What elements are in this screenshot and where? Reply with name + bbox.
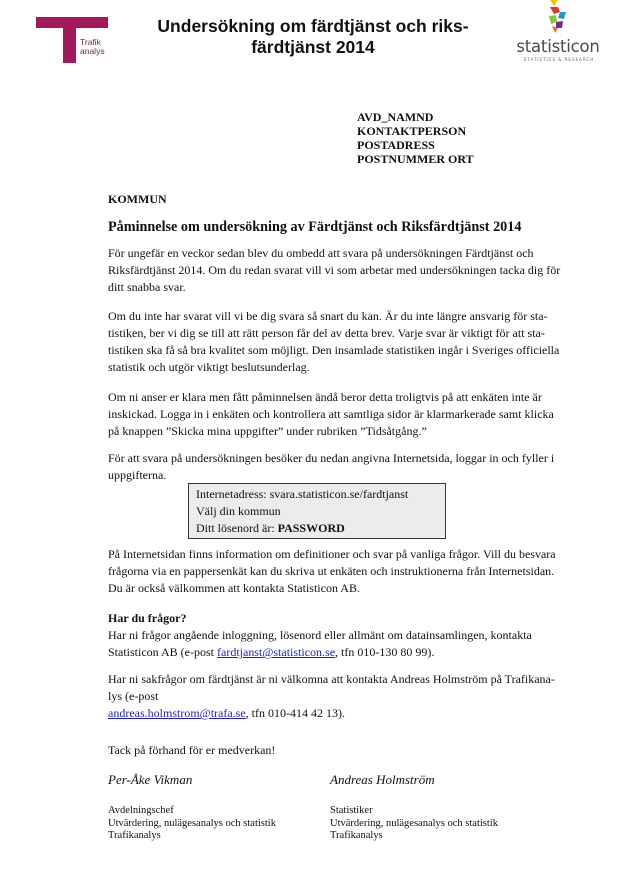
text-line: För att svara på undersökningen besöker du nedan angivna Internetsida, loggar in och fyller i: [108, 451, 555, 465]
text-line: Om ni anser er klara men fått påminnelsen ändå beror detta troligtvis på att enkäten inte är: [108, 390, 542, 404]
signature-title: Statistiker: [330, 805, 373, 816]
paragraph-please-answer: [108, 308, 580, 376]
paragraph-how-to-answer: [108, 450, 580, 484]
text-line: tistiken, ber vi dig se till att rätt person får del av detta brev. Varje svar är viktigt för att sta-: [108, 326, 545, 340]
text-line: Riksfärdtjänst 2014. Om du redan svarat vill vi som arbetar med undersökningen tacka dig för: [108, 263, 561, 277]
password-line: [196, 520, 445, 537]
text-line: uppgifterna.: [108, 468, 167, 482]
text-line: lys (e-post: [108, 689, 159, 703]
paragraph-intro: [108, 245, 580, 296]
signature-block-1: [108, 805, 276, 843]
text-span: Statisticon AB (e-post: [108, 645, 217, 659]
text-line: Har ni frågor angående inloggning, lösenord eller allmänt om datainsamlingen, kontakta: [108, 628, 532, 642]
text-line: ditt snabba svar.: [108, 280, 186, 294]
address-line: POSTNUMMER ORT: [357, 152, 474, 166]
paragraph-website-info: [108, 546, 580, 597]
trafikanalys-logo: [36, 17, 108, 63]
logo-text-trafik: Trafik: [80, 37, 101, 47]
text-line: För ungefär en veckor sedan blev du ombedd att svara på undersökningen Färdtjänst och: [108, 246, 534, 260]
address-line: KONTAKTPERSON: [357, 124, 467, 138]
choose-kommun: Välj din kommun: [196, 504, 281, 518]
text-line: tistiken ska få så bra kvalitet som möjligt. Den insamlade statistiken ingår i Sveriges officiella: [108, 343, 560, 357]
text-line: inskickad. Logga in i enkäten och kontrollera att samtliga sidor är klarmarkerade samt klicka: [108, 407, 554, 421]
password-label: Ditt lösenord är:: [196, 521, 278, 535]
statisticon-logo-mark: [544, 0, 574, 36]
signature-title: Avdelningschef: [108, 805, 174, 816]
statisticon-logo-text: statisticon: [516, 37, 600, 56]
signature-org: Trafikanalys: [330, 830, 383, 841]
text-line: Har ni sakfrågor om färdtjänst är ni välkomna att kontakta Andreas Holmström på Trafikana-: [108, 672, 555, 686]
title-line-1: Undersökning om färdtjänst och riks-: [157, 16, 469, 36]
title-line-2: färdtjänst 2014: [251, 37, 375, 57]
signature-block-2: [330, 805, 498, 843]
login-info-box: [188, 483, 446, 539]
signature-dept: Utvärdering, nulägesanalys och statistik: [330, 817, 498, 829]
text-line: på knappen ”Skicka mina uppgifter” under rubriken ”Tidsåtgång.”: [108, 424, 427, 438]
signature-dept: Utvärdering, nulägesanalys och statistik: [108, 817, 276, 829]
signature-name-1: Per-Åke Vikman: [108, 772, 193, 787]
text-line: Du är också välkommen att kontakta Statisticon AB.: [108, 581, 360, 595]
questions-trafikanalys: [108, 671, 580, 722]
paragraph-not-submitted: [108, 389, 580, 440]
password-value: PASSWORD: [277, 521, 345, 535]
statisticon-email-link[interactable]: fardtjanst@statisticon.se: [217, 645, 336, 659]
text-line: Om du inte har svarat vill vi be dig svara så snart du kan. Är du inte längre ansvarig för sta-: [108, 309, 548, 323]
text-span: , tfn 010-130 80 99).: [335, 645, 435, 659]
signature-org: Trafikanalys: [108, 830, 161, 841]
internet-address: Internetadress: svara.statisticon.se/fardtjanst: [196, 487, 409, 501]
signature-name-2: Andreas Holmström: [330, 772, 435, 787]
logo-text-analys: analys: [80, 46, 105, 56]
recipient-address: [357, 110, 474, 166]
text-span: , tfn 010-414 42 13).: [245, 706, 345, 720]
page-title: [128, 16, 498, 58]
questions-section: [108, 610, 580, 661]
address-line: AVD_NAMND: [357, 110, 434, 124]
address-line: POSTADRESS: [357, 138, 435, 152]
text-line: [108, 705, 580, 722]
text-line: statistik och utgör viktigt beslutsunderlag.: [108, 360, 310, 374]
questions-heading: Har du frågor?: [108, 611, 187, 625]
text-line: På Internetsidan finns information om definitioner och svar på vanliga frågor. Vill du besvara: [108, 547, 556, 561]
kommun-label: KOMMUN: [108, 192, 167, 206]
text-line: [108, 644, 580, 661]
trafa-email-link[interactable]: andreas.holmstrom@trafa.se: [108, 706, 246, 720]
statisticon-tagline: STATISTICS & RESEARCH: [523, 57, 595, 62]
text-line: frågorna via en pappersenkät kan du skriva ut enkäten och instruktionerna från Internetsidan.: [108, 564, 555, 578]
closing-line: Tack på förhand för er medverkan!: [108, 743, 276, 757]
letter-heading: Påminnelse om undersökning av Färdtjänst och Riksfärdtjänst 2014: [108, 219, 522, 235]
